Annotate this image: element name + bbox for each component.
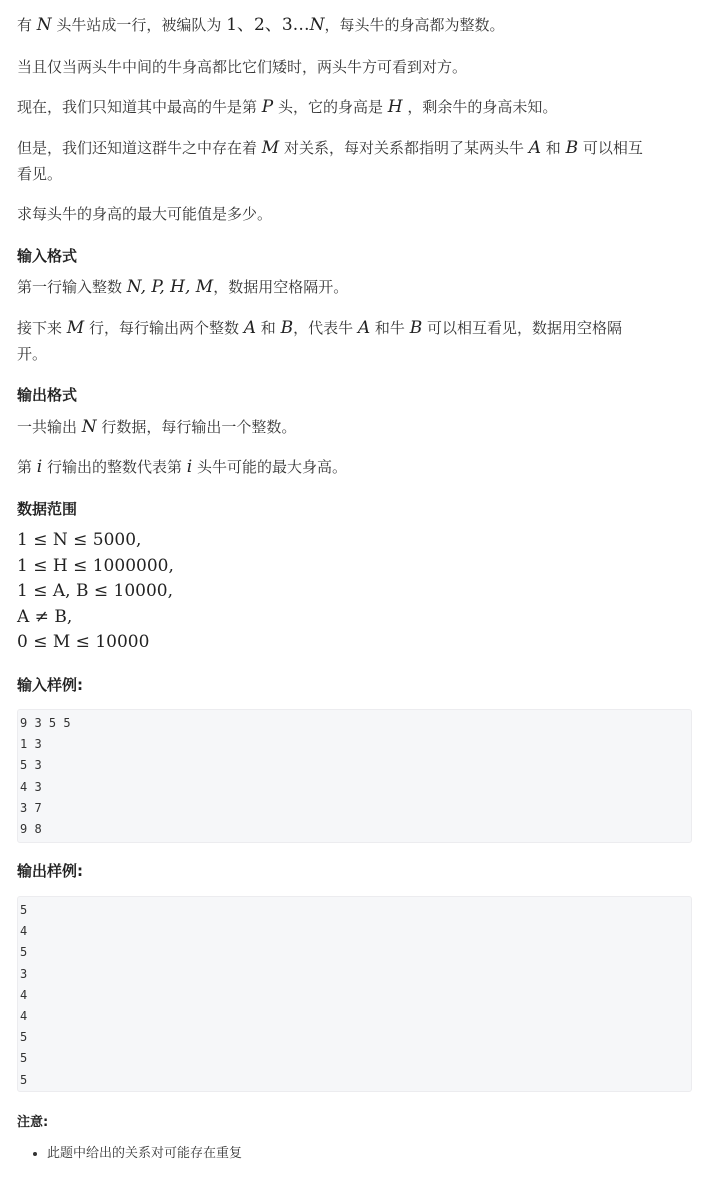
section-title-sample-output: 输出样例: [17, 862, 83, 880]
code-line: 4 [20, 1009, 28, 1024]
math-var: i [36, 457, 43, 477]
text: 对关系，每对关系都指明了某两头牛 [279, 139, 529, 157]
text: 和 [256, 319, 281, 337]
text: ，剩余牛的身高未知。 [402, 98, 558, 116]
text: ，每头牛的身高都为整数。 [324, 16, 505, 34]
text: 有 [17, 16, 37, 34]
paragraph-relations [17, 135, 692, 187]
text: 看见。 [17, 165, 63, 183]
code-line: 9 8 [20, 822, 42, 837]
math-var: A [528, 138, 542, 158]
code-line: 5 [20, 945, 28, 960]
code-line: 5 [20, 903, 28, 917]
math-var: P [261, 97, 274, 117]
range-line: 1 ≤ N ≤ 5000, [17, 530, 142, 550]
text: 和 [541, 139, 566, 157]
code-line: 4 [20, 924, 28, 939]
math-seq: 1、2、3… [226, 15, 310, 35]
math-var: H [387, 97, 403, 117]
note-item: • 此题中给出的关系对可能存在重复 [47, 1144, 692, 1164]
input-format-line-2 [17, 315, 692, 367]
code-line: 1 3 [20, 737, 42, 752]
code-line: 5 [20, 1051, 28, 1066]
note-title: 注意: [17, 1115, 49, 1130]
data-range-block [17, 528, 692, 656]
sample-output-code-block[interactable] [17, 896, 692, 1092]
text: 头牛可能的最大身高。 [192, 458, 347, 476]
math-vars: N, P, H, M [126, 277, 214, 297]
text: 和牛 [370, 319, 410, 337]
output-format-line-1 [17, 414, 692, 440]
math-var: i [186, 457, 193, 477]
math-var: A [243, 318, 257, 338]
text: 但是，我们还知道这群牛之中存在着 [17, 139, 262, 157]
math-var: M [261, 138, 280, 158]
math-var: N [81, 417, 97, 437]
math-var: N [36, 15, 52, 35]
math-var: N [309, 15, 325, 35]
text: 接下来 [17, 319, 67, 337]
paragraph-question: 求每头牛的身高的最大可能值是多少。 [17, 205, 273, 223]
section-title-input-format: 输入格式 [17, 247, 78, 265]
text: 第 [17, 458, 37, 476]
math-var: A [357, 318, 371, 338]
math-var: M [66, 318, 85, 338]
text: 可以相互看见，数据用空格隔 [422, 319, 622, 337]
section-title-sample-input: 输入样例: [17, 676, 83, 694]
text: 行，每行输出两个整数 [84, 319, 244, 337]
text: 现在，我们只知道其中最高的牛是第 [17, 98, 262, 116]
text: 可以相互 [578, 139, 643, 157]
paragraph-tallest [17, 94, 692, 120]
input-format-line-1 [17, 274, 692, 300]
range-line: 1 ≤ H ≤ 1000000, [17, 555, 174, 576]
text: 行数据，每行输出一个整数。 [96, 418, 297, 436]
code-line: 3 7 [20, 800, 42, 815]
code-line: 4 3 [20, 779, 42, 794]
range-line: 0 ≤ M ≤ 10000 [17, 632, 150, 652]
text: 头牛站成一行，被编队为 [51, 16, 227, 34]
text: ，数据用空格隔开。 [213, 278, 349, 296]
text: 开。 [17, 345, 48, 363]
paragraph-visibility-rule: 当且仅当两头牛中间的牛身高都比它们矮时，两头牛方可看到对方。 [17, 58, 468, 76]
math-var: B [409, 318, 423, 338]
section-title-output-format: 输出格式 [17, 386, 78, 404]
math-var: B [565, 138, 579, 158]
sample-input-code-block[interactable] [17, 709, 692, 843]
text: ，代表牛 [293, 319, 358, 337]
code-line: 5 [20, 1030, 28, 1045]
code-line: 5 [20, 1072, 28, 1087]
text: 第一行输入整数 [17, 278, 127, 296]
text: 一共输出 [17, 418, 82, 436]
note-list [17, 1144, 692, 1164]
text: 头，它的身高是 [273, 98, 388, 116]
range-line: 1 ≤ A, B ≤ 10000, [17, 581, 173, 601]
code-line: 3 [20, 966, 28, 981]
text: 行输出的整数代表第 [42, 458, 187, 476]
paragraph-intro [17, 12, 692, 38]
output-format-line-2 [17, 454, 692, 480]
range-line: A ≠ B, [17, 606, 73, 627]
math-var: B [280, 318, 294, 338]
code-line: 4 [20, 987, 28, 1002]
section-title-data-range: 数据范围 [17, 500, 78, 518]
code-line: 9 3 5 5 [20, 716, 71, 730]
code-line: 5 3 [20, 758, 42, 773]
